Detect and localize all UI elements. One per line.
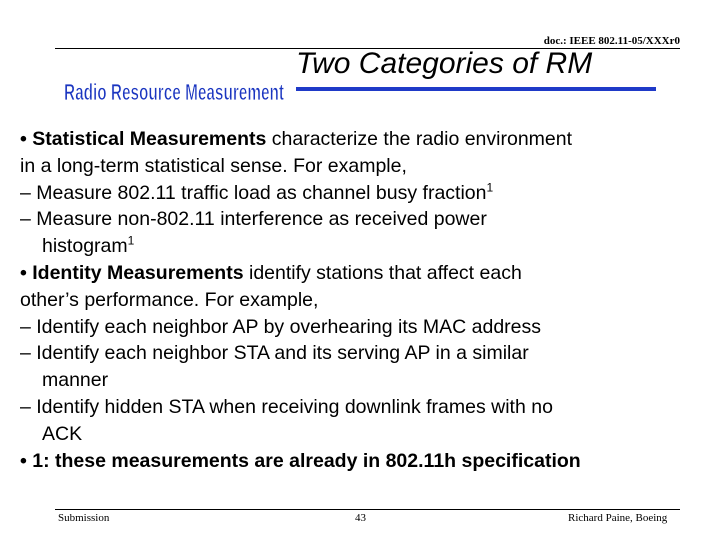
footnote-ref: 1 bbox=[127, 233, 135, 248]
page-number: 43 bbox=[355, 512, 366, 524]
term-statistical: Statistical Measurements bbox=[32, 128, 267, 150]
bullet-text: identify stations that affect each bbox=[243, 261, 522, 284]
footer-submission: Submission bbox=[58, 512, 110, 524]
sub-bullet-continuation: ACK bbox=[42, 422, 83, 445]
footnote-text: 1: these measurements are already in 802.11h specification bbox=[32, 449, 581, 472]
sub-bullet-text: – Measure 802.11 traffic load as channel busy fraction bbox=[20, 181, 487, 204]
footer-author: Richard Paine, Boeing bbox=[568, 512, 668, 524]
sub-bullet: – Identify hidden STA when receiving downlink frames with no bbox=[20, 395, 553, 418]
sub-bullet: – Measure non-802.11 interference as received power bbox=[20, 208, 487, 231]
bullet-footnote bbox=[20, 448, 710, 475]
bullet-dot: • bbox=[20, 128, 27, 150]
bullet-statistical bbox=[20, 126, 710, 153]
sub-bullet: – Identify each neighbor STA and its serving AP in a similar bbox=[20, 342, 529, 365]
doc-id: doc.: IEEE 802.11-05/XXXr0 bbox=[543, 35, 680, 47]
term-identity: Identity Measurements bbox=[32, 261, 244, 284]
radio-resource-measurement-logo bbox=[62, 73, 287, 107]
bullet-identity bbox=[20, 260, 710, 287]
title-underline bbox=[296, 87, 656, 91]
slide-body bbox=[20, 126, 710, 474]
sub-bullet bbox=[20, 180, 710, 207]
bullet-text: characterize the radio environment bbox=[266, 128, 573, 150]
bullet-dot: • bbox=[20, 449, 27, 472]
bullet-dot: • bbox=[20, 261, 27, 284]
footer-divider bbox=[55, 509, 680, 510]
logo-text: Radio Resource Measurement bbox=[64, 79, 285, 105]
footnote-ref: 1 bbox=[486, 180, 494, 195]
bullet-continuation: in a long-term statistical sense. For example, bbox=[20, 154, 407, 177]
slide-title: Two Categories of RM bbox=[296, 47, 593, 80]
sub-bullet-continuation bbox=[20, 233, 710, 260]
sub-bullet: – Identify each neighbor AP by overhearing its MAC address bbox=[20, 315, 542, 338]
bullet-continuation: other’s performance. For example, bbox=[20, 288, 319, 311]
sub-bullet-text: histogram bbox=[42, 235, 128, 258]
sub-bullet-continuation: manner bbox=[42, 369, 109, 392]
